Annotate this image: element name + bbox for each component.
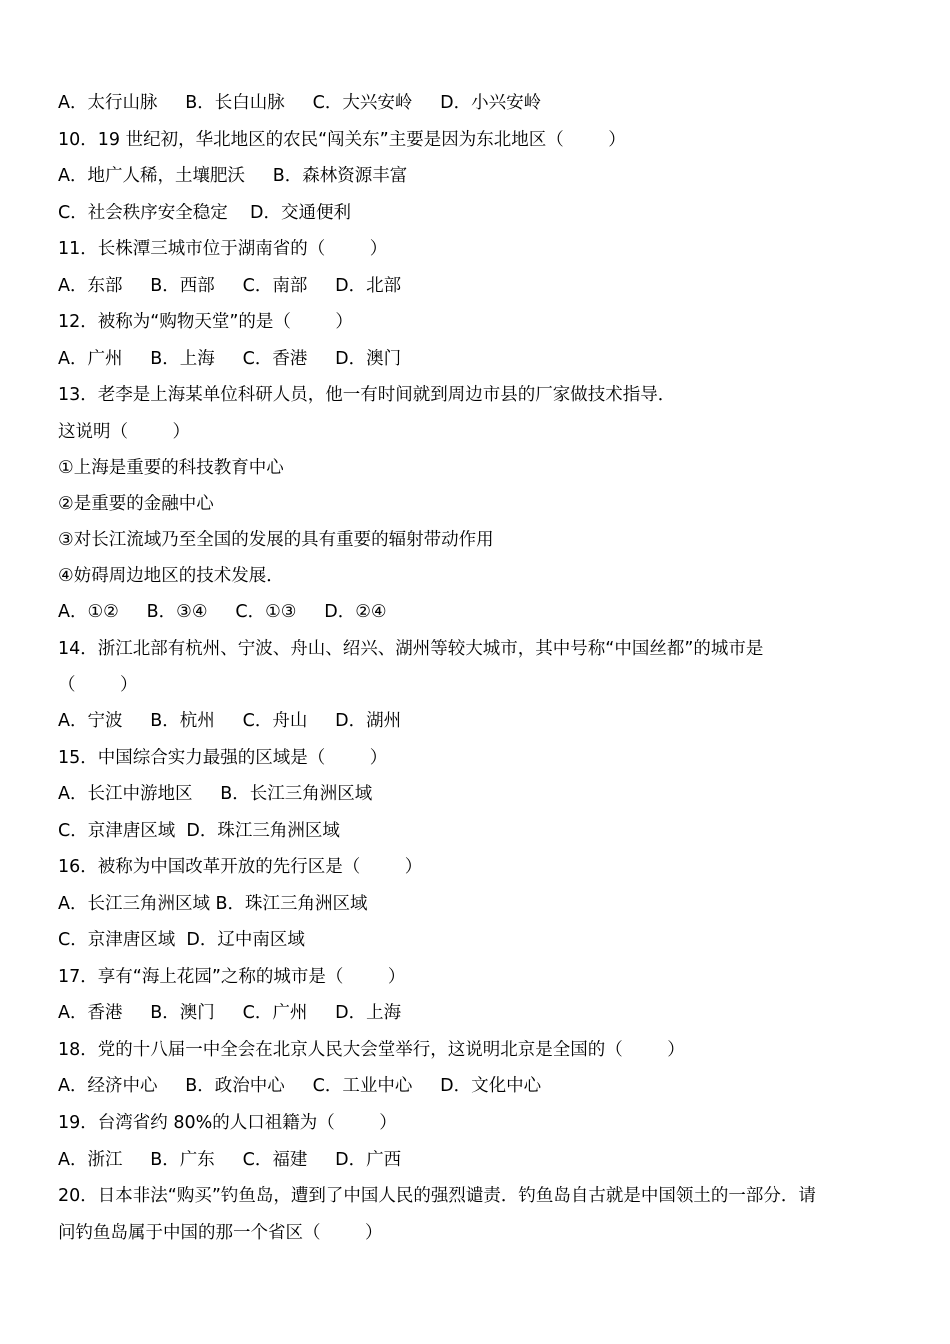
q14-stem-continued: （ ）: [58, 675, 138, 695]
q10-options-cd: C．社会秩序安全稳定 D．交通便利: [58, 203, 351, 223]
q16-options-cd: C．京津唐区域 D．辽中南区域: [58, 930, 305, 950]
q13-statement-3: ③对长江流域乃至全国的发展的具有重要的辐射带动作用: [58, 530, 494, 550]
q15-options-cd: C．京津唐区域 D．珠江三角洲区域: [58, 821, 340, 841]
q19-options: A．浙江 B．广东 C．福建 D．广西: [58, 1150, 402, 1170]
q15-stem: 15．中国综合实力最强的区域是（ ）: [58, 748, 388, 768]
q19-stem: 19．台湾省约 80%的人口祖籍为（ ）: [58, 1113, 397, 1133]
q13-options: A．①② B．③④ C．①③ D．②④: [58, 602, 387, 622]
q14-options: A．宁波 B．杭州 C．舟山 D．湖州: [58, 711, 402, 731]
q14-stem: 14．浙江北部有杭州、宁波、舟山、绍兴、湖州等较大城市，其中号称“中国丝都”的城市是: [58, 639, 764, 659]
q13-stem-continued: 这说明（ ）: [58, 422, 191, 442]
q18-stem: 18．党的十八届一中全会在北京人民大会堂举行，这说明北京是全国的（ ）: [58, 1040, 685, 1060]
q10-options-ab: A．地广人稀，土壤肥沃 B．森林资源丰富: [58, 166, 408, 186]
q17-options: A．香港 B．澳门 C．广州 D．上海: [58, 1003, 402, 1023]
q11-stem: 11．长株潭三城市位于湖南省的（ ）: [58, 239, 388, 259]
q20-stem-continued: 问钓鱼岛属于中国的那一个省区（ ）: [58, 1223, 383, 1243]
q20-stem: 20．日本非法“购买”钓鱼岛，遭到了中国人民的强烈谴责．钓鱼岛自古就是中国领土的一部分．请: [58, 1186, 816, 1206]
q10-stem: 10．19 世纪初，华北地区的农民“闯关东”主要是因为东北地区（ ）: [58, 130, 626, 150]
q9-options: A．太行山脉 B．长白山脉 C．大兴安岭 D．小兴安岭: [58, 93, 542, 113]
q13-statement-2: ②是重要的金融中心: [58, 494, 214, 514]
q12-options: A．广州 B．上海 C．香港 D．澳门: [58, 349, 402, 369]
q17-stem: 17．享有“海上花园”之称的城市是（ ）: [58, 967, 406, 987]
q13-statement-4: ④妨碍周边地区的技术发展．: [58, 566, 284, 586]
q12-stem: 12．被称为“购物天堂”的是（ ）: [58, 312, 353, 332]
q15-options-ab: A．长江中游地区 B．长江三角洲区域: [58, 784, 373, 804]
q11-options: A．东部 B．西部 C．南部 D．北部: [58, 276, 402, 296]
q16-options-ab: A．长江三角洲区域 B．珠江三角洲区域: [58, 894, 368, 914]
q13-stem: 13．老李是上海某单位科研人员，他一有时间就到周边市县的厂家做技术指导．: [58, 385, 676, 405]
q16-stem: 16．被称为中国改革开放的先行区是（ ）: [58, 857, 423, 877]
q18-options: A．经济中心 B．政治中心 C．工业中心 D．文化中心: [58, 1076, 542, 1096]
q13-statement-1: ①上海是重要的科技教育中心: [58, 458, 284, 478]
